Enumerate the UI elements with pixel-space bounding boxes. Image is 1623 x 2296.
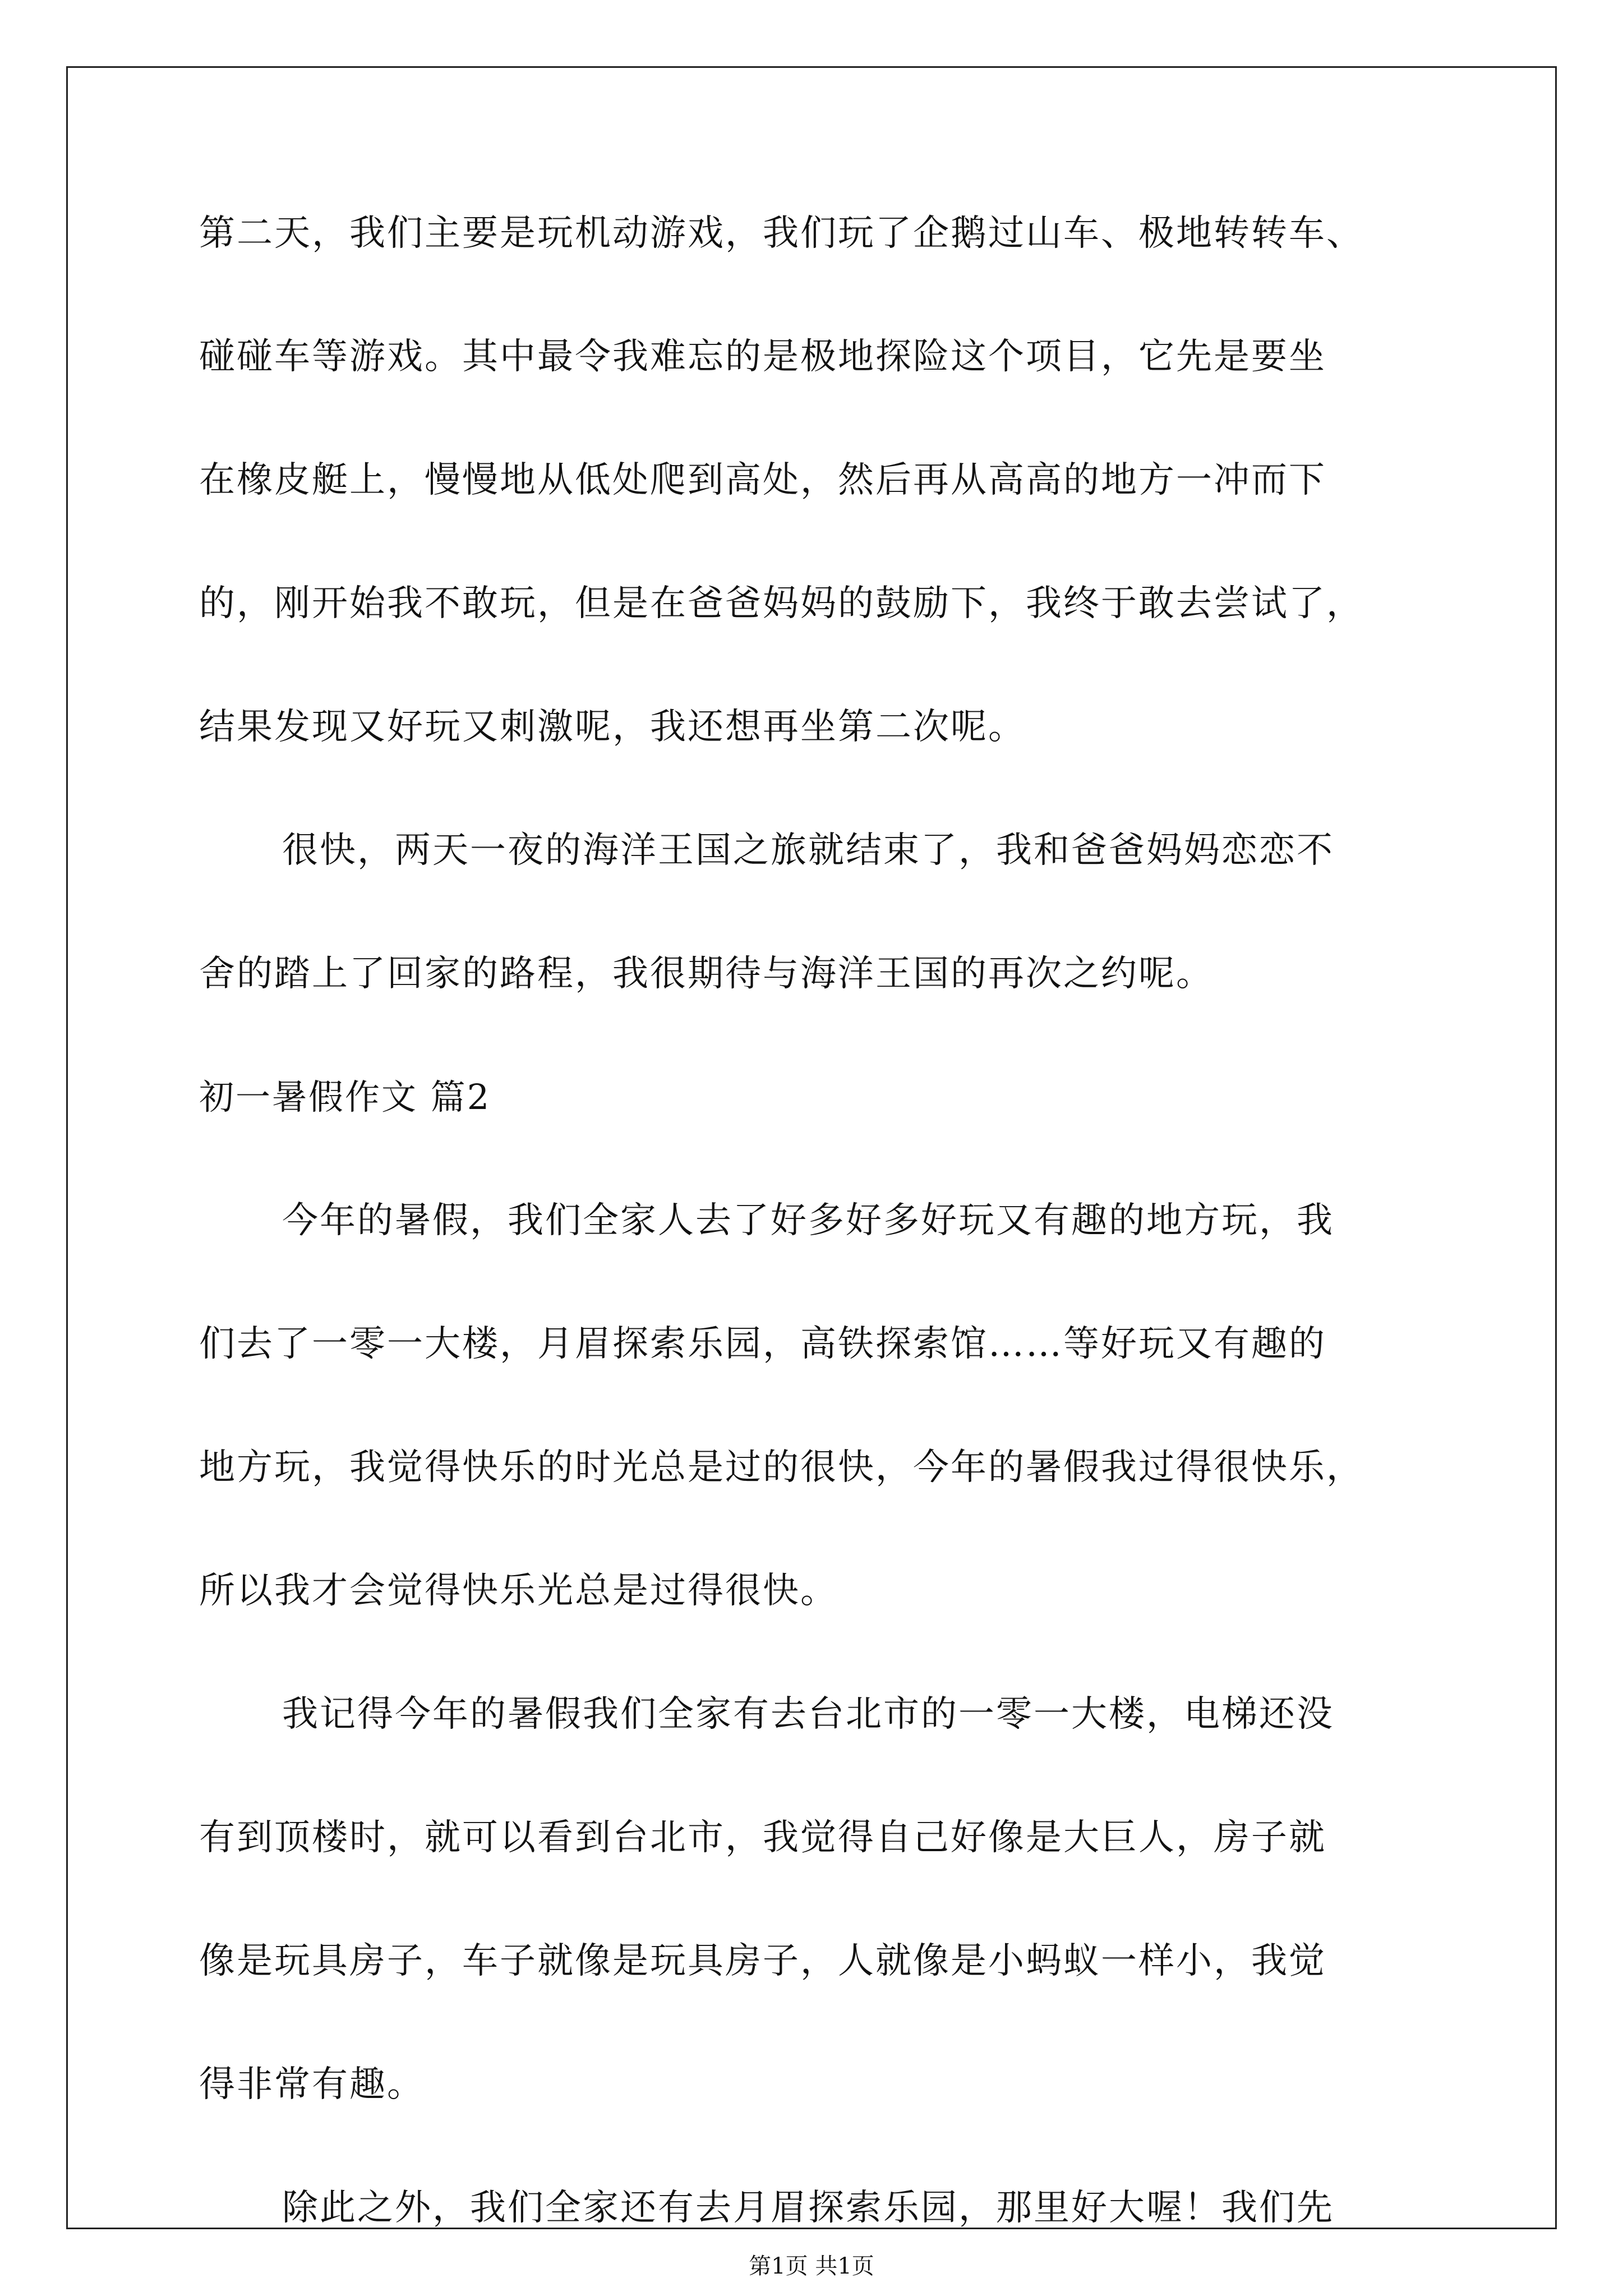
paragraph-line: 在橡皮艇上，慢慢地从低处爬到高处，然后再从高高的地方一冲而下 <box>199 459 1326 501</box>
paragraph-line: 很快，两天一夜的海洋王国之旅就结束了，我和爸爸妈妈恋恋不 <box>282 830 1334 871</box>
paragraph-line: 今年的暑假，我们全家人去了好多好多好玩又有趣的地方玩，我 <box>282 1200 1334 1241</box>
paragraph-line: 所以我才会觉得快乐光总是过得很快。 <box>199 1570 838 1612</box>
paragraph-line: 碰碰车等游戏。其中最令我难忘的是极地探险这个项目，它先是要坐 <box>199 336 1326 378</box>
paragraph-line: 舍的踏上了回家的路程，我很期待与海洋王国的再次之约呢。 <box>199 953 1214 995</box>
paragraph-line: 我记得今年的暑假我们全家有去台北市的一零一大楼，电梯还没 <box>282 1694 1334 1735</box>
paragraph-line: 有到顶楼时，就可以看到台北市，我觉得自己好像是大巨人，房子就 <box>199 1817 1326 1858</box>
paragraph-line: 像是玩具房子，车子就像是玩具房子，人就像是小蚂蚁一样小，我觉 <box>199 1940 1326 1982</box>
section-heading: 初一暑假作文 篇2 <box>199 1076 491 1117</box>
paragraph-line: 得非常有趣。 <box>199 2064 425 2105</box>
page-footer: 第1页 共1页 <box>749 2253 874 2279</box>
paragraph-line: 除此之外，我们全家还有去月眉探索乐园，那里好大喔！我们先 <box>282 2187 1334 2229</box>
paragraph-line: 结果发现又好玩又刺激呢，我还想再坐第二次呢。 <box>199 706 1026 748</box>
paragraph-line: 的，刚开始我不敢玩，但是在爸爸妈妈的鼓励下，我终于敢去尝试了， <box>199 583 1364 624</box>
page-border <box>66 66 1557 2229</box>
paragraph-line: 地方玩，我觉得快乐的时光总是过的很快，今年的暑假我过得很快乐， <box>199 1447 1364 1488</box>
paragraph-line: 们去了一零一大楼，月眉探索乐园，高铁探索馆……等好玩又有趣的 <box>199 1323 1326 1365</box>
paragraph-line: 第二天，我们主要是玩机动游戏，我们玩了企鹅过山车、极地转转车、 <box>199 213 1364 254</box>
